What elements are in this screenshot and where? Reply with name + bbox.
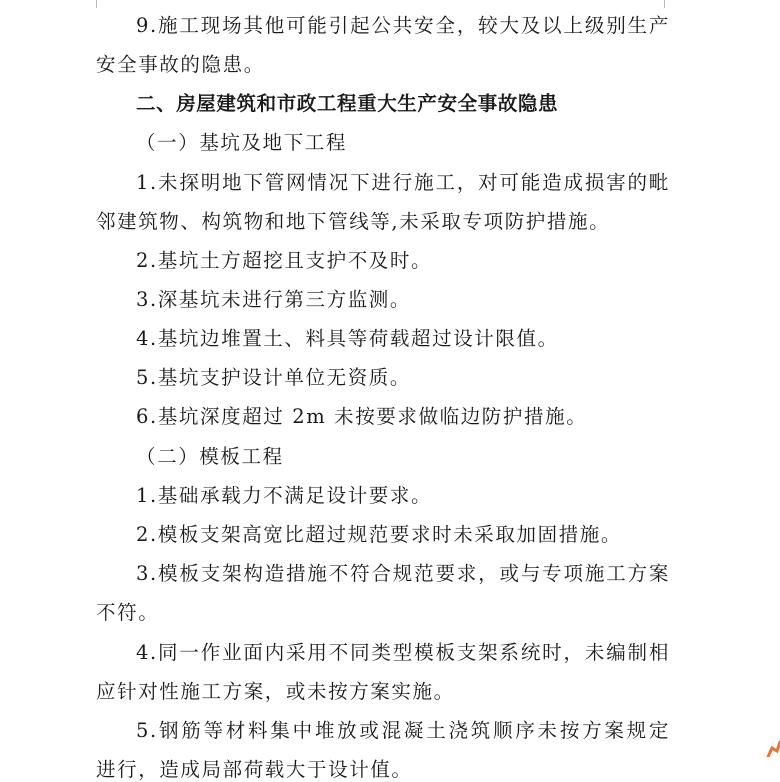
paragraph-line: 1.基础承载力不满足设计要求。 xyxy=(136,484,433,507)
paragraph-line: 3.模板支架构造措施不符合规范要求，或与专项施工方案 xyxy=(136,562,670,585)
paragraph-line: 2.模板支架高宽比超过规范要求时未采取加固措施。 xyxy=(136,523,623,546)
paragraph-line: 5.基坑支护设计单位无资质。 xyxy=(136,366,412,389)
paragraph-line: （二）模板工程 xyxy=(136,445,284,468)
paragraph-line: 邻建筑物、构筑物和地下管线等,未采取专项防护措施。 xyxy=(96,210,611,233)
paragraph-line: 6.基坑深度超过 2m 未按要求做临边防护措施。 xyxy=(136,405,588,428)
paragraph-line: 4.同一作业面内采用不同类型模板支架系统时，未编制相 xyxy=(136,641,670,664)
section-heading: 二、房屋建筑和市政工程重大生产安全事故隐患 xyxy=(136,92,559,115)
paragraph-line: 3.深基坑未进行第三方监测。 xyxy=(136,288,412,311)
paragraph-line: 2.基坑土方超挖且支护不及时。 xyxy=(136,249,433,272)
paragraph-line: 4.基坑边堆置土、料具等荷载超过设计限值。 xyxy=(136,327,559,350)
paragraph-line: 不符。 xyxy=(96,601,160,624)
paragraph-line: 9.施工现场其他可能引起公共安全，较大及以上级别生产 xyxy=(136,14,670,37)
paragraph-line: 安全事故的隐患。 xyxy=(96,53,265,76)
paragraph-line: 应针对性施工方案，或未按方案实施。 xyxy=(96,680,455,703)
paragraph-line: （一）基坑及地下工程 xyxy=(136,131,348,154)
paragraph-line: 1.未探明地下管网情况下进行施工，对可能造成损害的毗 xyxy=(136,171,670,194)
paragraph-line: 进行，造成局部荷载大于设计值。 xyxy=(96,758,413,781)
orange-corner-icon xyxy=(764,738,780,757)
paragraph-line: 5.钢筋等材料集中堆放或混凝土浇筑顺序未按方案规定 xyxy=(136,719,670,742)
